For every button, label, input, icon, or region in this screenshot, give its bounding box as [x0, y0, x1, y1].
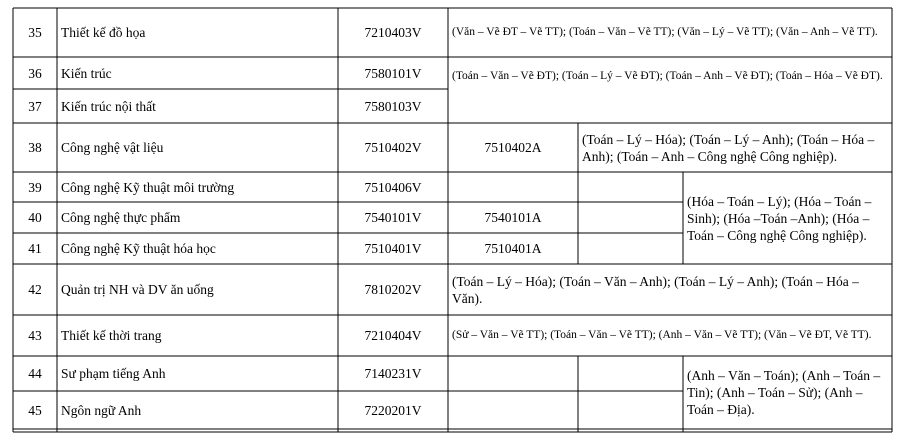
row-41-sub-code: 7510401A — [484, 241, 542, 256]
row-40-name: Công nghệ thực phẩm — [61, 210, 181, 225]
row-41-stt: 41 — [28, 241, 42, 256]
row-41-code: 7510401V — [364, 241, 422, 256]
row-45-code: 7220201V — [364, 402, 422, 418]
row-44-stt: 44 — [28, 366, 42, 381]
row-38-stt: 38 — [28, 140, 42, 155]
row-43-code: 7210404V — [364, 328, 422, 343]
row-42-combinations: (Toán – Lý – Hóa); (Toán – Văn – Anh); (Toán – Lý – Anh); (Toán – Hóa – Văn). — [452, 273, 859, 306]
row-39-41-combinations: (Hóa – Toán – Lý); (Hóa – Toán –Sinh); (Hóa –Toán –Anh); (Hóa – Toán – Công nghệ Công nghiệp). — [687, 193, 872, 243]
row-41-name: Công nghệ Kỹ thuật hóa học — [61, 241, 216, 256]
row-45-name: Ngôn ngữ Anh — [61, 402, 142, 418]
row-43-name: Thiết kế thời trang — [61, 328, 162, 343]
row-40-sub-code: 7540101A — [484, 210, 542, 225]
row-43-stt: 43 — [28, 328, 42, 343]
row-37-code: 7580103V — [364, 98, 422, 114]
row-36-name: Kiến trúc — [61, 65, 112, 81]
row-39-name: Công nghệ Kỹ thuật môi trường — [61, 179, 235, 195]
row-36-code: 7580101V — [364, 65, 422, 81]
row-38-combinations: (Toán – Lý – Hóa); (Toán – Lý – Anh); (Toán – Hóa – Anh); (Toán – Anh – Công nghệ Công nghiệp). — [582, 131, 875, 164]
row-42-code: 7810202V — [364, 282, 422, 297]
row-35-combinations: (Văn – Vẽ ĐT – Vẽ TT); (Toán – Văn – Vẽ TT); (Văn – Lý – Vẽ TT); (Văn – Anh – Vẽ TT). — [452, 26, 878, 38]
row-37-stt: 37 — [28, 98, 42, 114]
row-35-name: Thiết kế đồ họa — [61, 25, 146, 40]
row-36-37-combinations: (Toán – Văn – Vẽ ĐT); (Toán – Lý – Vẽ ĐT); (Toán – Anh – Vẽ ĐT); (Toán – Hóa – Vẽ ĐT). — [452, 69, 883, 82]
row-44-code: 7140231V — [364, 366, 422, 381]
row-37-name: Kiến trúc nội thất — [61, 98, 156, 114]
row-42-name: Quản trị NH và DV ăn uống — [61, 282, 214, 297]
row-38-code: 7510402V — [364, 140, 422, 155]
row-42-stt: 42 — [28, 282, 42, 297]
row-38-sub-code: 7510402A — [484, 140, 542, 155]
row-39-code: 7510406V — [364, 179, 422, 195]
row-35-stt: 35 — [28, 25, 42, 40]
row-45-stt: 45 — [28, 402, 42, 418]
row-40-code: 7540101V — [364, 210, 422, 225]
row-40-stt: 40 — [28, 210, 42, 225]
row-44-name: Sư phạm tiếng Anh — [61, 366, 166, 381]
row-35-code: 7210403V — [364, 25, 422, 40]
row-36-stt: 36 — [28, 65, 42, 81]
row-43-combinations: (Sử – Văn – Vẽ TT); (Toán – Văn – Vẽ TT); (Anh – Văn – Vẽ TT); (Văn – Vẽ ĐT, Vẽ TT). — [452, 329, 872, 341]
row-38-name: Công nghệ vật liệu — [61, 140, 164, 155]
row-39-stt: 39 — [28, 179, 42, 195]
row-44-45-combinations: (Anh – Văn – Toán); (Anh – Toán – Tin); (Anh – Toán – Sử); (Anh – Toán – Địa). — [687, 368, 881, 417]
